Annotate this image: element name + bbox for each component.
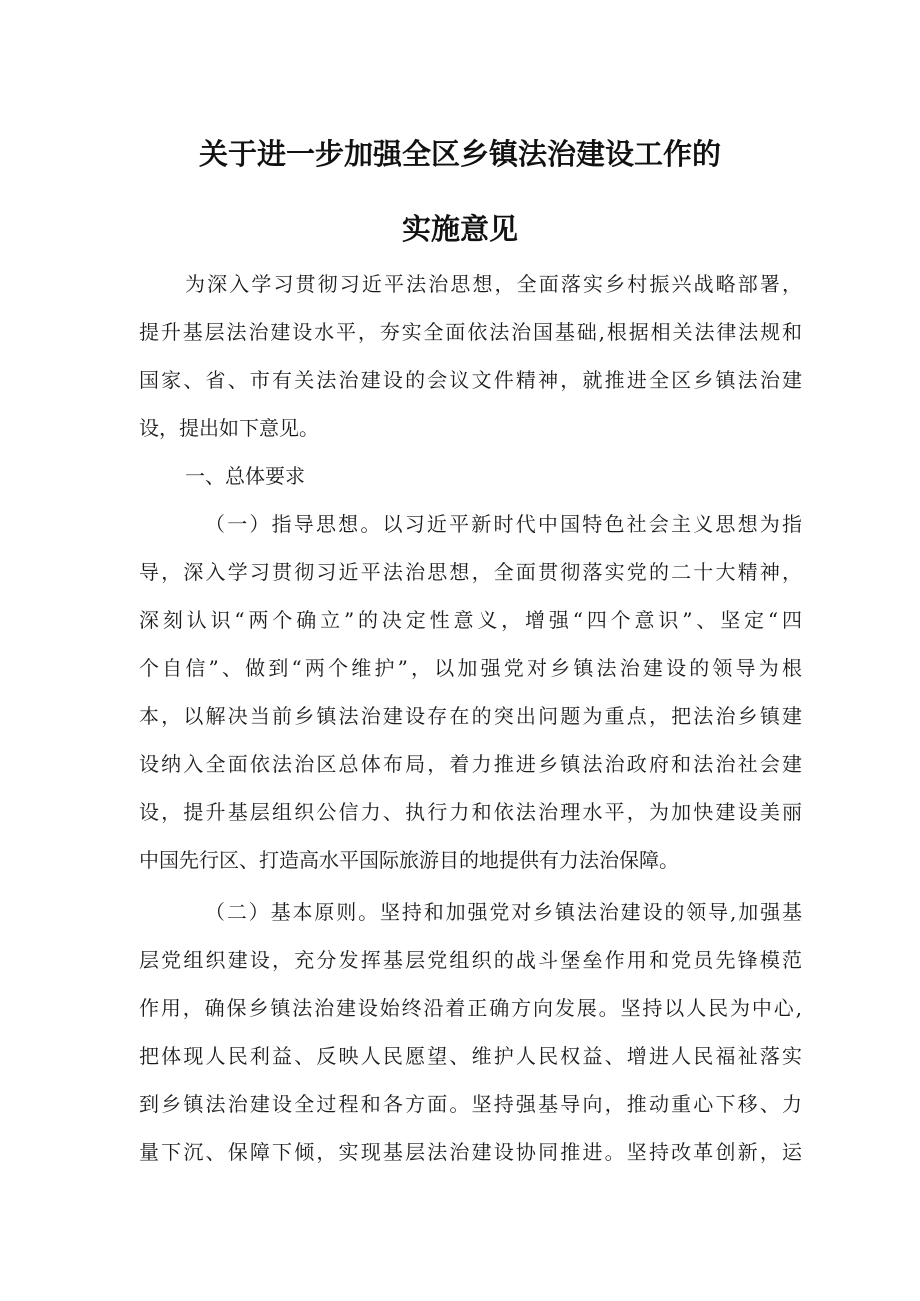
paragraph-2-line-2: 导，深入学习贯彻习近平法治思想，全面贯彻落实党的二十大精神，: [139, 560, 802, 584]
paragraph-3-line-5: 到乡镇法治建设全过程和各方面。坚持强基导向，推动重心下移、力: [139, 1092, 802, 1116]
paragraph-2-line-8: 中国先行区、打造高水平国际旅游目的地提供有力法治保障。: [139, 848, 679, 872]
paragraph-2-line-1: （一）指导思想。以习近平新时代中国特色社会主义思想为指: [205, 512, 802, 536]
paragraph-1-line-4: 设，提出如下意见。: [139, 416, 319, 440]
paragraph-2-line-7: 设，提升基层组织公信力、执行力和依法治理水平，为加快建设美丽: [139, 800, 802, 824]
paragraph-3-line-4: 把体现人民利益、反映人民愿望、维护人民权益、增进人民福祉落实: [139, 1044, 802, 1068]
document-title-line-2: 实施意见: [401, 212, 518, 246]
paragraph-2-line-3: 深刻认识“两个确立”的决定性意义，增强“四个意识”、坚定“四: [139, 608, 802, 632]
paragraph-1-line-2: 提升基层法治建设水平，夯实全面依法治国基础,根据相关法律法规和: [139, 320, 802, 344]
paragraph-2-line-4: 个自信”、做到“两个维护”，以加强党对乡镇法治建设的领导为根: [139, 656, 802, 680]
paragraph-2-line-5: 本，以解决当前乡镇法治建设存在的突出问题为重点，把法治乡镇建: [139, 704, 802, 728]
paragraph-1-line-3: 国家、省、市有关法治建设的会议文件精神，就推进全区乡镇法治建: [139, 368, 802, 392]
section-heading-general-requirements: 一、总体要求: [185, 464, 305, 488]
paragraph-2-line-6: 设纳入全面依法治区总体布局，着力推进乡镇法治政府和法治社会建: [139, 752, 802, 776]
paragraph-3-line-2: 层党组织建设，充分发挥基层党组织的战斗堡垒作用和党员先锋模范: [139, 948, 802, 972]
document-title-line-1: 关于进一步加强全区乡镇法治建设工作的: [198, 137, 721, 171]
paragraph-3-line-6: 量下沉、保障下倾，实现基层法治建设协同推进。坚持改革创新，运: [139, 1140, 802, 1164]
paragraph-3-line-3: 作用，确保乡镇法治建设始终沿着正确方向发展。坚持以人民为中心,: [139, 996, 802, 1020]
paragraph-3-line-1: （二）基本原则。坚持和加强党对乡镇法治建设的领导,加强基: [205, 900, 802, 924]
paragraph-1-line-1: 为深入学习贯彻习近平法治思想，全面落实乡村振兴战略部署，: [185, 272, 802, 296]
